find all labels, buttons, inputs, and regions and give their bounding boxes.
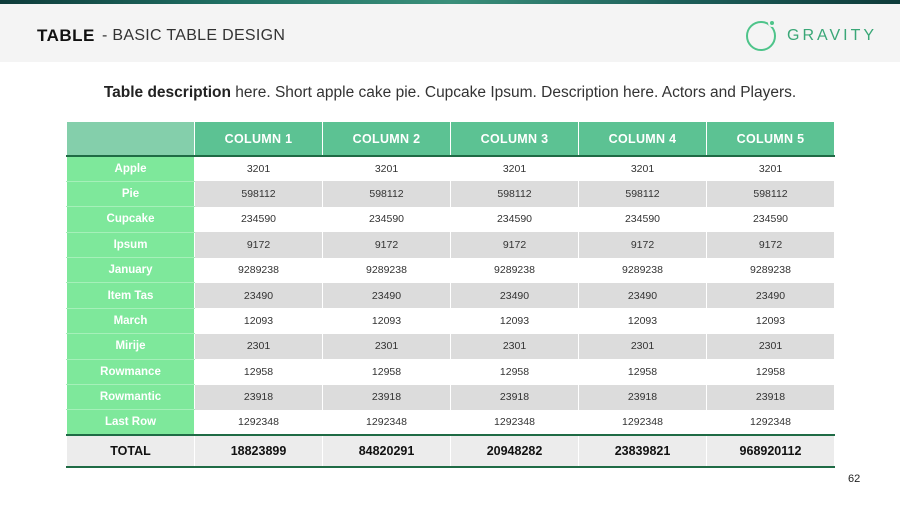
total-value: 18823899 (195, 435, 323, 467)
table-row (67, 334, 835, 359)
table-cell: 1292348 (451, 410, 579, 435)
table-cell: 3201 (707, 156, 835, 181)
table-row (67, 207, 835, 232)
table-cell: 598112 (323, 181, 451, 206)
table-cell: 12958 (707, 359, 835, 384)
table-cell: 598112 (579, 181, 707, 206)
column-header: COLUMN 5 (707, 122, 835, 156)
table-cell: 12093 (579, 308, 707, 333)
table-cell: 23918 (707, 385, 835, 410)
row-label: January (67, 258, 195, 283)
table-cell: 3201 (195, 156, 323, 181)
table-cell: 2301 (707, 334, 835, 359)
table-cell: 23918 (579, 385, 707, 410)
table-cell: 12093 (451, 308, 579, 333)
table-cell: 1292348 (579, 410, 707, 435)
data-table (66, 122, 835, 468)
table-header-row (67, 122, 835, 156)
table-cell: 23918 (323, 385, 451, 410)
table-row (67, 410, 835, 435)
row-label: March (67, 308, 195, 333)
table-cell: 234590 (195, 207, 323, 232)
table-cell: 9289238 (707, 258, 835, 283)
table-cell: 2301 (579, 334, 707, 359)
table-cell: 598112 (195, 181, 323, 206)
row-label: Last Row (67, 410, 195, 435)
total-value: 23839821 (579, 435, 707, 467)
table-cell: 234590 (579, 207, 707, 232)
table-cell: 23490 (195, 283, 323, 308)
table-cell: 9172 (195, 232, 323, 257)
table-cell: 3201 (579, 156, 707, 181)
description-bold: Table description (103, 84, 231, 101)
table-cell: 1292348 (707, 410, 835, 435)
column-header: COLUMN 4 (579, 122, 707, 156)
total-value: 20948282 (451, 435, 579, 467)
row-label: Ipsum (67, 232, 195, 257)
table-row (67, 283, 835, 308)
slide-title: TABLE (37, 26, 95, 45)
table-cell: 12958 (195, 359, 323, 384)
table-cell: 2301 (323, 334, 451, 359)
column-header: COLUMN 2 (323, 122, 451, 156)
table-cell: 23490 (451, 283, 579, 308)
logo-text: GRAVITY (787, 27, 878, 44)
table-cell: 3201 (323, 156, 451, 181)
table-cell: 1292348 (195, 410, 323, 435)
table-description (0, 84, 900, 102)
table-cell: 12093 (707, 308, 835, 333)
gravity-logo (746, 20, 876, 52)
table-cell: 2301 (195, 334, 323, 359)
total-label: TOTAL (67, 435, 195, 467)
table-cell: 23918 (451, 385, 579, 410)
table-cell: 23490 (323, 283, 451, 308)
table-cell: 23490 (579, 283, 707, 308)
table-cell: 12093 (323, 308, 451, 333)
table-row (67, 258, 835, 283)
row-label: Mirije (67, 334, 195, 359)
logo-dot-icon (768, 19, 776, 27)
total-value: 968920112 (707, 435, 835, 467)
table-cell: 9289238 (195, 258, 323, 283)
table-row (67, 308, 835, 333)
total-row (67, 435, 835, 467)
row-label: Pie (67, 181, 195, 206)
table-row (67, 232, 835, 257)
table-cell: 12958 (323, 359, 451, 384)
table-cell: 3201 (451, 156, 579, 181)
table-row (67, 385, 835, 410)
total-value: 84820291 (323, 435, 451, 467)
table-cell: 12958 (451, 359, 579, 384)
column-header: COLUMN 3 (451, 122, 579, 156)
table-cell: 9172 (323, 232, 451, 257)
table-cell: 234590 (451, 207, 579, 232)
header-corner-cell (67, 122, 195, 156)
row-label: Apple (67, 156, 195, 181)
table-cell: 9172 (579, 232, 707, 257)
column-header: COLUMN 1 (195, 122, 323, 156)
table-row (67, 181, 835, 206)
table-cell: 9172 (707, 232, 835, 257)
table-cell: 9289238 (451, 258, 579, 283)
table-cell: 12958 (579, 359, 707, 384)
table-row (67, 156, 835, 181)
table-cell: 234590 (707, 207, 835, 232)
table-cell: 9289238 (579, 258, 707, 283)
table-cell: 9172 (451, 232, 579, 257)
table-cell: 12093 (195, 308, 323, 333)
table-cell: 23490 (707, 283, 835, 308)
row-label: Rowmantic (67, 385, 195, 410)
row-label: Item Tas (67, 283, 195, 308)
table-cell: 9289238 (323, 258, 451, 283)
row-label: Rowmance (67, 359, 195, 384)
page-number: 62 (848, 473, 861, 485)
description-rest: here. Short apple cake pie. Cupcake Ipsum. Description here. Actors and Players. (231, 84, 797, 101)
row-label: Cupcake (67, 207, 195, 232)
table-cell: 2301 (451, 334, 579, 359)
table-cell: 598112 (451, 181, 579, 206)
table-cell: 23918 (195, 385, 323, 410)
table-row (67, 359, 835, 384)
slide-header (0, 4, 900, 62)
table-cell: 598112 (707, 181, 835, 206)
slide-subtitle: - BASIC TABLE DESIGN (102, 27, 286, 44)
table-cell: 1292348 (323, 410, 451, 435)
table-cell: 234590 (323, 207, 451, 232)
